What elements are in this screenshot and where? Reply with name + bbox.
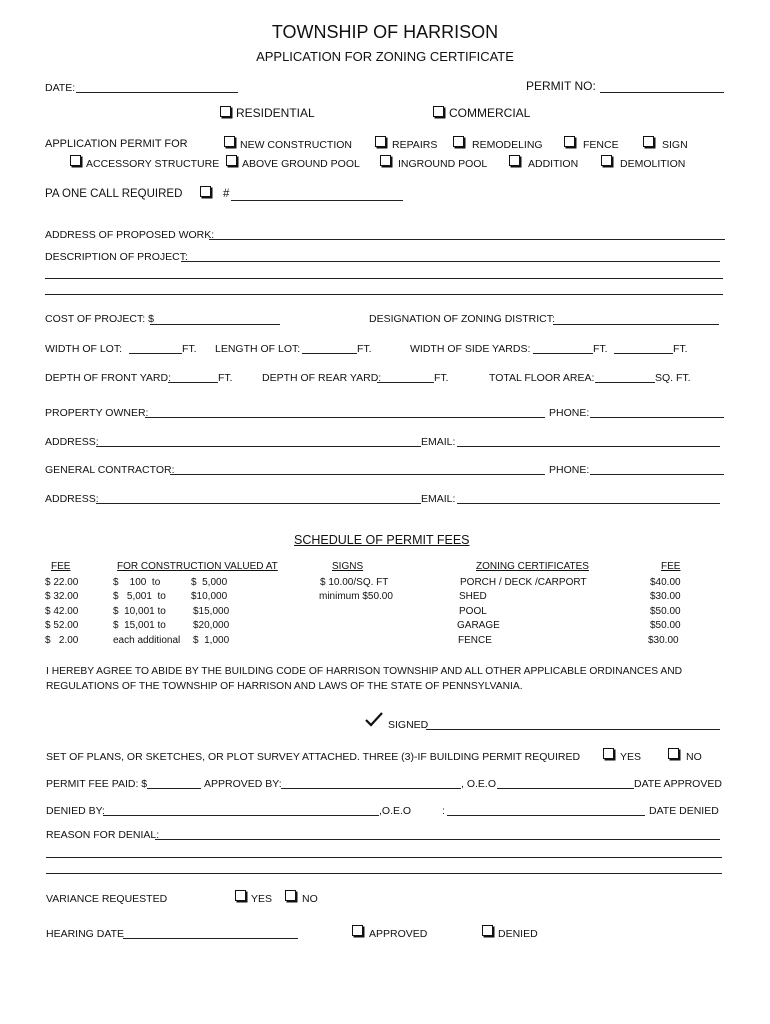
- depth-rear-field[interactable]: [377, 382, 434, 383]
- width-lot-field[interactable]: [129, 353, 182, 354]
- residential-checkbox[interactable]: [220, 106, 231, 117]
- plans-yes-checkbox[interactable]: [603, 748, 614, 759]
- remodeling-label: REMODELING: [472, 139, 543, 151]
- depth-rear-label: DEPTH OF REAR YARD:: [262, 372, 382, 384]
- variance-yes-checkbox[interactable]: [235, 890, 246, 901]
- contractor-phone-label: PHONE:: [549, 464, 590, 476]
- construction-to: $10,000: [191, 591, 228, 602]
- address-proposed-field[interactable]: [209, 239, 725, 240]
- addition-checkbox[interactable]: [509, 155, 520, 166]
- contractor-phone-field[interactable]: [590, 474, 724, 475]
- construction-to: $ 1,000: [193, 635, 230, 646]
- construction-from: $ 15,001 to: [113, 620, 166, 631]
- new-construction-checkbox[interactable]: [224, 136, 235, 147]
- width-lot-label: WIDTH OF LOT:: [45, 343, 122, 355]
- denied-oeo-label: ,O.E.O: [379, 805, 412, 817]
- repairs-checkbox[interactable]: [375, 136, 386, 147]
- fee-paid-label: PERMIT FEE PAID: $: [46, 778, 148, 790]
- length-lot-label: LENGTH OF LOT:: [215, 343, 301, 355]
- new-construction-label: NEW CONSTRUCTION: [240, 139, 352, 151]
- construction-from: each additional: [113, 635, 181, 646]
- contractor-field[interactable]: [170, 474, 545, 475]
- cost-field[interactable]: [150, 324, 280, 325]
- construction-from: $ 5,001 to: [113, 591, 166, 602]
- denied-by-field[interactable]: [103, 815, 379, 816]
- demolition-label: DEMOLITION: [620, 158, 686, 170]
- repairs-label: REPAIRS: [392, 139, 438, 151]
- zoning-cert-fee: $30.00: [648, 635, 679, 646]
- hearing-approved-checkbox[interactable]: [352, 925, 363, 936]
- zoning-cert-name: POOL: [459, 606, 487, 617]
- hearing-approved-label: APPROVED: [369, 928, 428, 940]
- description-line-3[interactable]: [45, 294, 723, 295]
- denied-by-label: DENIED BY:: [46, 805, 105, 817]
- fence-checkbox[interactable]: [564, 136, 575, 147]
- zoning-cert-fee: $30.00: [650, 591, 681, 602]
- date-field[interactable]: [76, 92, 238, 93]
- length-lot-ft: FT.: [357, 343, 372, 355]
- accessory-structure-checkbox[interactable]: [70, 155, 81, 166]
- owner-phone-field[interactable]: [590, 417, 724, 418]
- width-side-field-1[interactable]: [533, 353, 593, 354]
- plans-label: SET OF PLANS, OR SKETCHES, OR PLOT SURVEY ATTACHED. THREE (3)-IF BUILDING PERMIT REQUIRED: [46, 751, 581, 763]
- depth-front-field[interactable]: [168, 382, 218, 383]
- variance-label: VARIANCE REQUESTED: [46, 893, 168, 905]
- schedule-header-fee-2: FEE: [661, 561, 681, 572]
- approved-oeo-label: , O.E.O: [461, 778, 497, 790]
- construction-fee: $ 42.00: [45, 606, 79, 617]
- accessory-structure-label: ACCESSORY STRUCTURE: [86, 158, 220, 170]
- permit-no-field[interactable]: [600, 92, 724, 93]
- schedule-header-signs: SIGNS: [332, 561, 364, 572]
- pa-one-call-number-label: #: [223, 188, 230, 200]
- address-proposed-label: ADDRESS OF PROPOSED WORK:: [45, 229, 215, 241]
- width-side-label: WIDTH OF SIDE YARDS:: [410, 343, 531, 355]
- zoning-cert-name: FENCE: [458, 635, 492, 646]
- addition-label: ADDITION: [528, 158, 579, 170]
- denied-colon: :: [442, 805, 445, 817]
- owner-email-field[interactable]: [457, 446, 720, 447]
- construction-fee: $ 32.00: [45, 591, 79, 602]
- zoning-cert-name: GARAGE: [457, 620, 500, 631]
- owner-label: PROPERTY OWNER:: [45, 407, 149, 419]
- variance-yes-label: YES: [251, 893, 273, 905]
- construction-to: $ 5,000: [191, 577, 228, 588]
- sign-label: SIGN: [662, 139, 688, 151]
- schedule-header-fee: FEE: [51, 561, 71, 572]
- approved-by-label: APPROVED BY:: [204, 778, 282, 790]
- schedule-title: SCHEDULE OF PERMIT FEES: [294, 533, 470, 547]
- signs-rate: $ 10.00/SQ. FT: [320, 577, 389, 588]
- hearing-date-field[interactable]: [123, 938, 298, 939]
- commercial-label: COMMERCIAL: [449, 106, 531, 120]
- application-permit-label: APPLICATION PERMIT FOR: [45, 138, 188, 150]
- width-side-ft-2: FT.: [673, 343, 688, 355]
- inground-pool-checkbox[interactable]: [380, 155, 391, 166]
- cost-label: COST OF PROJECT: $: [45, 313, 154, 325]
- zoning-cert-fee: $50.00: [650, 620, 681, 631]
- zoning-cert-name: SHED: [459, 591, 487, 602]
- floor-area-field[interactable]: [595, 382, 655, 383]
- plans-no-checkbox[interactable]: [668, 748, 679, 759]
- plans-no-label: NO: [686, 751, 702, 763]
- description-label: DESCRIPTION OF PROJECT:: [45, 251, 188, 263]
- construction-from: $ 10,001 to: [113, 606, 166, 617]
- contractor-label: GENERAL CONTRACTOR:: [45, 464, 175, 476]
- signed-label: SIGNED: [388, 719, 429, 731]
- owner-address-label: ADDRESS:: [45, 436, 99, 448]
- date-label: DATE:: [45, 82, 76, 94]
- schedule-header-zoning: ZONING CERTIFICATES: [476, 561, 589, 572]
- signature-field[interactable]: [426, 729, 720, 730]
- fence-label: FENCE: [583, 139, 619, 151]
- contractor-email-label: EMAIL:: [421, 493, 456, 505]
- demolition-checkbox[interactable]: [601, 155, 612, 166]
- date-approved-label: DATE APPROVED: [634, 778, 722, 790]
- depth-front-ft: FT.: [218, 372, 233, 384]
- depth-front-label: DEPTH OF FRONT YARD:: [45, 372, 172, 384]
- contractor-address-field[interactable]: [96, 503, 421, 504]
- construction-fee: $ 2.00: [45, 635, 79, 646]
- plans-yes-label: YES: [620, 751, 642, 763]
- schedule-header-valued-at: FOR CONSTRUCTION VALUED AT: [117, 561, 278, 572]
- depth-rear-ft: FT.: [434, 372, 449, 384]
- construction-to: $20,000: [193, 620, 230, 631]
- floor-area-unit: SQ. FT.: [655, 372, 691, 384]
- page-title: TOWNSHIP OF HARRISON: [271, 22, 499, 42]
- description-line-2[interactable]: [45, 278, 723, 279]
- date-denied-label: DATE DENIED: [649, 805, 719, 817]
- permit-no-label: PERMIT NO:: [526, 79, 596, 93]
- hearing-denied-label: DENIED: [498, 928, 538, 940]
- pa-one-call-number-field[interactable]: [231, 200, 403, 201]
- variance-no-label: NO: [302, 893, 318, 905]
- construction-fee: $ 22.00: [45, 577, 79, 588]
- hearing-date-label: HEARING DATE: [46, 928, 124, 940]
- construction-to: $15,000: [193, 606, 230, 617]
- reason-field[interactable]: [155, 839, 720, 840]
- contractor-address-label: ADDRESS:: [45, 493, 99, 505]
- residential-label: RESIDENTIAL: [236, 106, 315, 120]
- approved-by-field[interactable]: [281, 788, 461, 789]
- checkmark-icon: [364, 711, 384, 727]
- owner-email-label: EMAIL:: [421, 436, 456, 448]
- variance-no-checkbox[interactable]: [285, 890, 296, 901]
- width-side-field-2[interactable]: [614, 353, 673, 354]
- zoning-district-field[interactable]: [553, 324, 719, 325]
- description-field[interactable]: [181, 261, 720, 262]
- width-side-ft-1: FT.: [593, 343, 608, 355]
- owner-field[interactable]: [145, 417, 545, 418]
- above-ground-pool-checkbox[interactable]: [226, 155, 237, 166]
- date-denied-field[interactable]: [447, 815, 645, 816]
- commercial-checkbox[interactable]: [433, 106, 444, 117]
- length-lot-field[interactable]: [302, 353, 357, 354]
- reason-line-3[interactable]: [46, 873, 722, 874]
- pa-one-call-label: PA ONE CALL REQUIRED: [45, 188, 183, 200]
- floor-area-label: TOTAL FLOOR AREA:: [489, 372, 595, 384]
- zoning-district-label: DESIGNATION OF ZONING DISTRICT:: [369, 313, 555, 325]
- page-subtitle: APPLICATION FOR ZONING CERTIFICATE: [256, 49, 514, 64]
- agreement-text-line-1: I HEREBY AGREE TO ABIDE BY THE BUILDING CODE OF HARRISON TOWNSHIP AND ALL OTHER APPLICABLE ORDINANCES AND: [46, 666, 683, 677]
- hearing-denied-checkbox[interactable]: [482, 925, 493, 936]
- construction-fee: $ 52.00: [45, 620, 79, 631]
- fee-paid-field[interactable]: [147, 788, 201, 789]
- contractor-email-field[interactable]: [457, 503, 720, 504]
- owner-phone-label: PHONE:: [549, 407, 590, 419]
- reason-line-2[interactable]: [46, 857, 722, 858]
- above-ground-pool-label: ABOVE GROUND POOL: [242, 158, 360, 170]
- owner-address-field[interactable]: [96, 446, 421, 447]
- zoning-cert-fee: $50.00: [650, 606, 681, 617]
- signs-minimum: minimum $50.00: [319, 591, 393, 602]
- date-approved-field[interactable]: [497, 788, 634, 789]
- construction-from: $ 100 to: [113, 577, 161, 588]
- zoning-cert-name: PORCH / DECK /CARPORT: [460, 577, 587, 588]
- reason-label: REASON FOR DENIAL:: [46, 829, 160, 841]
- agreement-text-line-2: REGULATIONS OF THE TOWNSHIP OF HARRISON AND LAWS OF THE STATE OF PENNSYLVANIA.: [46, 681, 523, 692]
- zoning-cert-fee: $40.00: [650, 577, 681, 588]
- inground-pool-label: INGROUND POOL: [398, 158, 488, 170]
- remodeling-checkbox[interactable]: [453, 136, 464, 147]
- width-lot-ft: FT.: [182, 343, 197, 355]
- sign-checkbox[interactable]: [643, 136, 654, 147]
- pa-one-call-checkbox[interactable]: [200, 186, 211, 197]
